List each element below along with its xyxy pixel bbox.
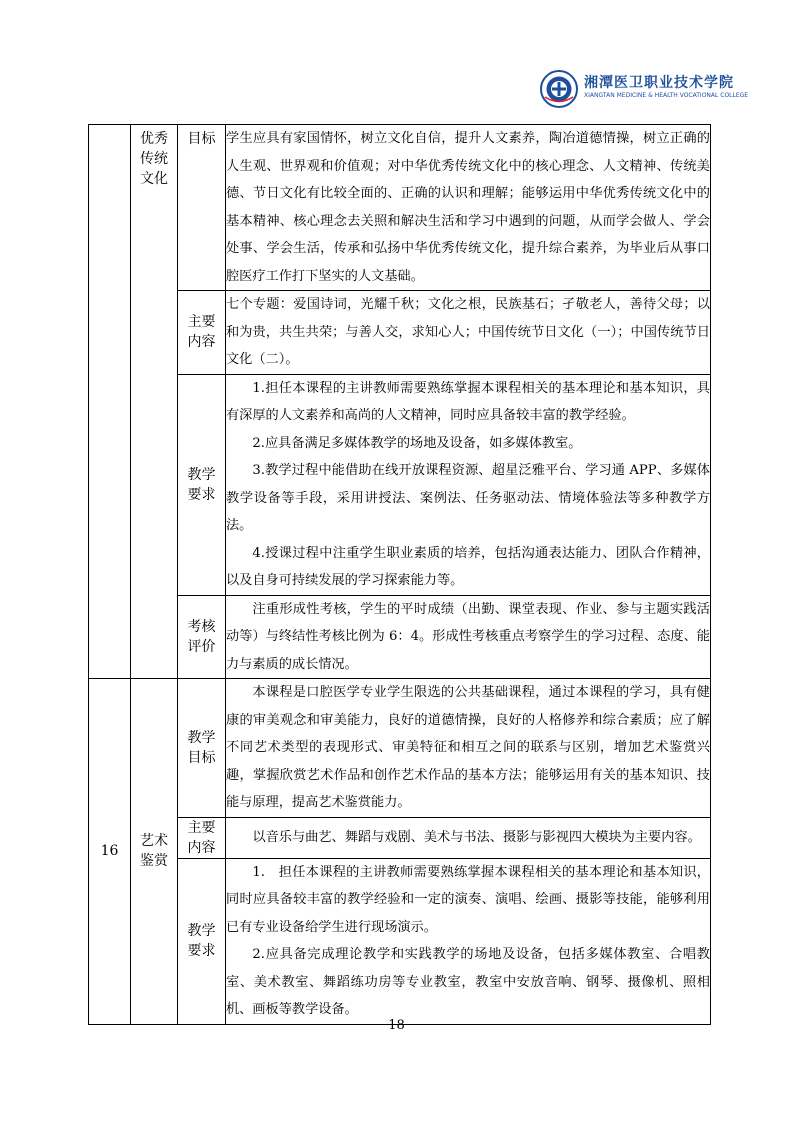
college-logo (540, 70, 749, 110)
section-content (226, 679, 711, 818)
section-content (226, 595, 711, 679)
paragraph: 1.担任本课程的主讲教师需要熟练掌握本课程相关的基本理论和基本知识，具有深厚的人文素养和高尚的人文精神，同时应具备较丰富的教学经验。 (226, 380, 710, 423)
section-content (226, 858, 711, 1024)
section-label (178, 817, 226, 858)
course-name-text: 艺术鉴赏 (139, 833, 168, 870)
section-label (178, 858, 226, 1024)
section-label-text: 主要内容 (187, 819, 216, 856)
section-label-text: 教学要求 (187, 923, 216, 959)
paragraph: 2.应具备完成理论教学和实践教学的场地及设备，包括多媒体教室、合唱教室、美术教室、舞蹈练功房等专业教室，教室中安放音响、钢琴、摄像机、照相机、画板等教学设备。 (226, 947, 710, 1017)
section-label (178, 291, 226, 375)
section-label-text: 教学要求 (187, 466, 216, 503)
paragraph: 学生应具有家国情怀，树立文化自信，提升人文素养，陶冶道德情操，树立正确的人生观、世界观和价值观；对中华优秀传统文化中的核心理念、人文精神、传统美德、节日文化有比较全面的、正确的认识和理解；能够运用中华优秀传统文化中的基本精神、核心理念去关照和解决生活和学习中遇到的问题，从而学会做人、学会处事、学会生活，传承和弘扬中华优秀传统文化，提升综合素养，为毕业后从事口腔医疗工作打下坚实的人文基础。 (226, 131, 710, 284)
section-label-text: 考核评价 (187, 618, 216, 655)
course-number: 16 (89, 679, 131, 1025)
school-name: 湘潭医卫职业技术学院 (584, 75, 734, 91)
section-content (226, 817, 711, 858)
paragraph: 4.授课过程中注重学生职业素质的培养，包括沟通表达能力、团队合作精神，以及自身可持续发展的学习探索能力等。 (226, 545, 710, 588)
section-content (226, 374, 711, 595)
section-label (178, 595, 226, 679)
page-number: 18 (388, 1018, 405, 1033)
paragraph: 本课程是口腔医学专业学生限选的公共基础课程，通过本课程的学习，具有健康的审美观念和审美能力，良好的道德情操，良好的人格修养和综合素质；应了解不同艺术类型的表现形式、审美特征和相互之间的联系与区别，增加艺术鉴赏兴趣，掌握欣赏艺术作品和创作艺术作品的基本方法；能够运用有关的基本知识、技能与原理，提高艺术鉴赏能力。 (226, 685, 710, 810)
table-row (89, 679, 711, 818)
table-row (89, 817, 711, 858)
paragraph: 注重形成性考核，学生的平时成绩（出勤、课堂表现、作业、参与主题实践活动等）与终结性考核比例为 6：4。形成性考核重点考察学生的学习过程、态度、能力与素质的成长情况。 (226, 601, 710, 672)
table-row (89, 291, 711, 375)
school-name-en: XIANGTAN MEDICINE & HEALTH VOCATIONAL COLLEGE (584, 92, 749, 99)
college-seal-icon (540, 70, 578, 108)
section-content (226, 291, 711, 375)
paragraph: 3.教学过程中能借助在线开放课程资源、超星泛雅平台、学习通 APP、多媒体教学设备等手段，采用讲授法、案例法、任务驱动法、情境体验法等多种教学方法。 (226, 463, 710, 533)
paragraph: 1. 担任本课程的主讲教师需要熟练掌握本课程相关的基本理论和基本知识，同时应具备较丰富的教学经验和一定的演奏、演唱、绘画、摄影等技能，能够利用已有专业设备给学生进行现场演示。 (226, 864, 710, 935)
paragraph: 2.应具备满足多媒体教学的场地及设备，如多媒体教室。 (252, 435, 582, 451)
paragraph: 七个专题：爱国诗词，光耀千秋；文化之根，民族基石；孑敬老人，善待父母；以和为贵，共生共荣；与善人交，求知心人；中国传统节日文化（一）；中国传统节日文化（二）。 (226, 297, 710, 367)
course-name (131, 679, 178, 1025)
section-label-text: 教学目标 (187, 729, 216, 766)
section-label (178, 679, 226, 818)
section-content (226, 125, 711, 291)
course-name-text: 优秀传统文化 (139, 131, 168, 187)
section-label (178, 125, 226, 291)
course-number (89, 125, 131, 679)
section-label (178, 374, 226, 595)
section-label-text: 主要内容 (187, 314, 216, 351)
section-label-text: 目标 (187, 131, 216, 147)
paragraph: 以音乐与曲艺、舞蹈与戏剧、美术与书法、摄影与影视四大模块为主要内容。 (252, 829, 701, 845)
table-row (89, 595, 711, 679)
table-row (89, 374, 711, 595)
table-row (89, 125, 711, 291)
table-row (89, 858, 711, 1024)
course-table (88, 124, 711, 1025)
course-name (131, 125, 178, 679)
